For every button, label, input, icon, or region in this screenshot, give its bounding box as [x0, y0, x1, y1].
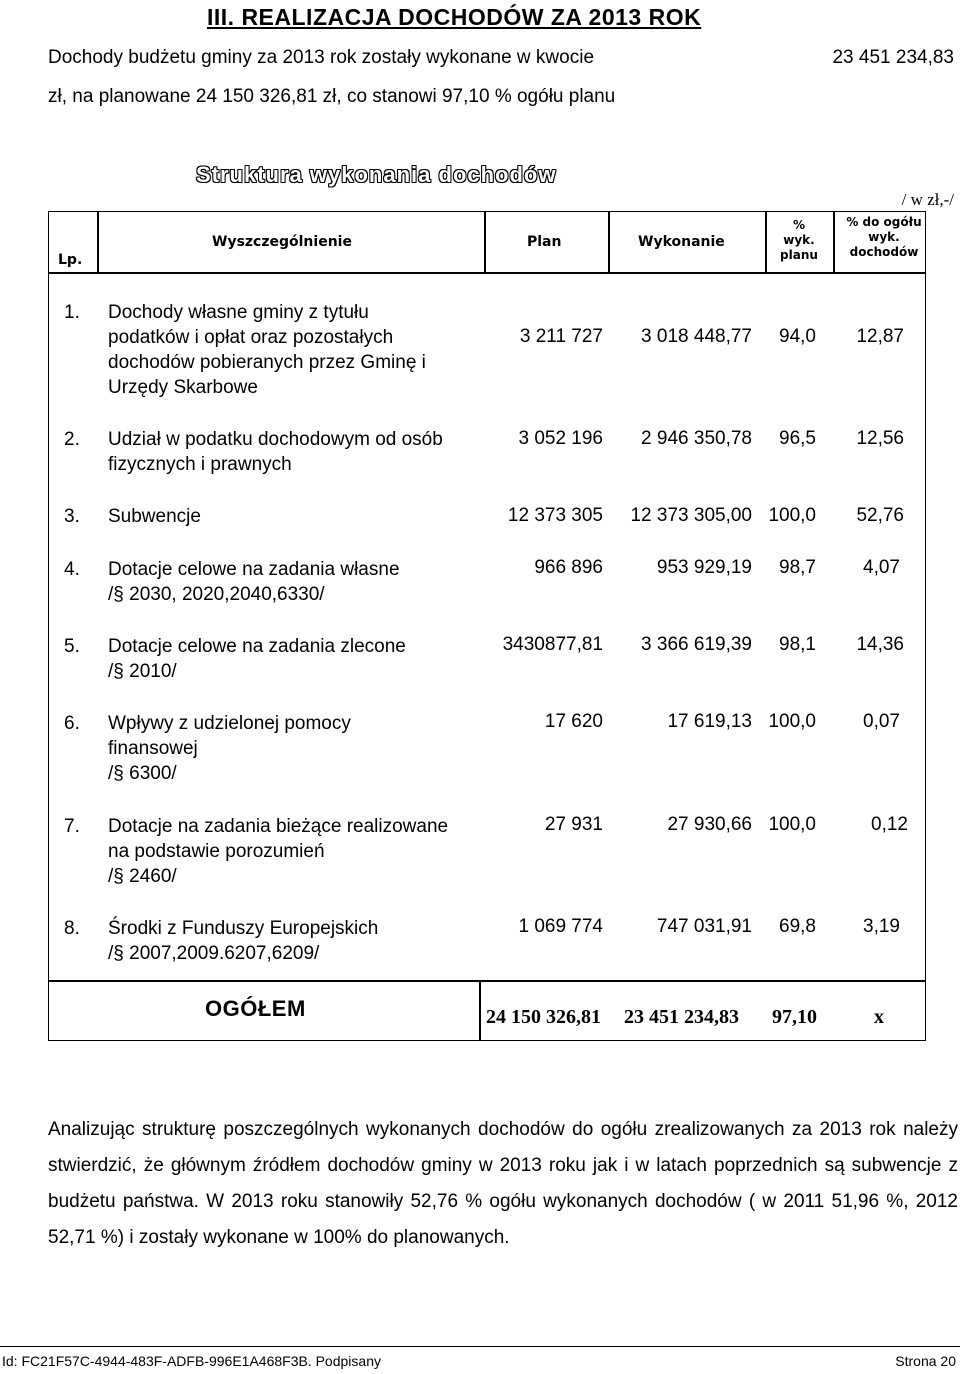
row-share: 52,76: [856, 505, 904, 526]
total-share: x: [874, 1006, 884, 1028]
row-lp: 8.: [64, 918, 80, 939]
row-pct: 100,0: [768, 505, 816, 526]
header-execution: Wykonanie: [638, 234, 725, 250]
row-pct: 100,0: [768, 711, 816, 732]
row-pct: 100,0: [768, 814, 816, 835]
footer-divider: [0, 1346, 960, 1347]
row-description: Dotacje celowe na zadania własne /§ 2030, 2020,2040,6330/: [108, 559, 400, 605]
col-divider: [97, 211, 99, 272]
unit-note: / w zł,-/: [901, 190, 954, 209]
intro-line-2: zł, na planowane 24 150 326,81 zł, co stanowi 97,10 % ogółu planu: [48, 86, 616, 107]
row-description: Dotacje celowe na zadania zlecone /§ 2010/: [108, 636, 406, 682]
row-share: 3,19: [863, 916, 900, 937]
row-plan: 966 896: [534, 557, 603, 578]
col-divider: [484, 211, 486, 272]
total-exec: 23 451 234,83: [624, 1006, 739, 1028]
page-number: Strona 20: [895, 1353, 956, 1369]
header-rule: [48, 272, 926, 274]
row-lp: 5.: [64, 636, 80, 657]
row-lp: 7.: [64, 816, 80, 837]
total-divider: [479, 980, 481, 1041]
section-title: III. REALIZACJA DOCHODÓW ZA 2013 ROK: [207, 4, 702, 30]
row-exec: 3 366 619,39: [641, 634, 752, 655]
row-share: 12,87: [856, 326, 904, 347]
analysis-paragraph: Analizując strukturę poszczególnych wykonanych dochodów do ogółu zrealizowanych za 2013 rok należy stwierdzić, że głównym źródłem dochodów gminy w 2013 roku jak i w latach poprzednich są subwencje z budżetu państwa. W 2013 roku stanowiły 52,76 % ogółu wykonanych dochodów ( w 2011 51,96 %, 2012 52,71 %) i zostały wykonane w 100% do planowanych.: [48, 1119, 958, 1248]
total-rule: [48, 980, 926, 982]
row-description: Udział w podatku dochodowym od osób fizycznych i prawnych: [108, 429, 443, 475]
row-pct: 98,1: [779, 634, 816, 655]
row-share: 14,36: [856, 634, 904, 655]
row-exec: 12 373 305,00: [630, 505, 752, 526]
header-lp: Lp.: [58, 252, 83, 268]
total-label: OGÓŁEM: [205, 996, 306, 1021]
row-exec: 3 018 448,77: [641, 326, 752, 347]
intro-amount: 23 451 234,83: [832, 47, 954, 68]
row-lp: 1.: [64, 302, 80, 323]
row-lp: 2.: [64, 429, 80, 450]
row-description: Dotacje na zadania bieżące realizowane na podstawie porozumień /§ 2460/: [108, 816, 449, 887]
row-plan: 17 620: [544, 711, 603, 732]
row-description: Dochody własne gminy z tytułu podatków i opłat oraz pozostałych dochodów pobieranych przez Gminę i Urzędy Skarbowe: [108, 302, 426, 398]
total-plan: 24 150 326,81: [486, 1006, 601, 1028]
footer-id: Id: FC21F57C-4944-483F-ADFB-996E1A468F3B. Podpisany: [2, 1353, 381, 1369]
row-lp: 3.: [64, 506, 80, 527]
total-pct: 97,10: [772, 1006, 817, 1028]
row-plan: 3430877,81: [502, 634, 603, 655]
table-title: Struktura wykonania dochodów: [196, 162, 557, 187]
row-plan: 1 069 774: [518, 916, 603, 937]
row-share: 0,07: [863, 711, 900, 732]
row-description: Środki z Funduszy Europejskich /§ 2007,2009.6207,6209/: [108, 918, 379, 964]
row-share: 0,12: [871, 814, 908, 835]
row-lp: 4.: [64, 559, 80, 580]
row-plan: 3 211 727: [519, 326, 603, 347]
row-pct: 98,7: [779, 557, 816, 578]
col-divider: [608, 211, 610, 272]
row-pct: 96,5: [779, 428, 816, 449]
row-description: Subwencje: [108, 506, 201, 527]
row-plan: 3 052 196: [518, 428, 603, 449]
row-share: 4,07: [863, 557, 900, 578]
row-description: Wpływy z udzielonej pomocy finansowej /§ 6300/: [108, 713, 351, 784]
header-description: Wyszczególnienie: [212, 234, 352, 250]
row-exec: 747 031,91: [656, 916, 752, 937]
row-share: 12,56: [856, 428, 904, 449]
row-pct: 94,0: [779, 326, 816, 347]
row-exec: 2 946 350,78: [641, 428, 752, 449]
header-pct-total: % do ogółu wyk. dochodów: [846, 215, 922, 259]
row-exec: 953 929,19: [656, 557, 752, 578]
row-pct: 69,8: [779, 916, 816, 937]
header-pct-exec: % wyk. planu: [780, 218, 818, 262]
row-plan: 12 373 305: [507, 505, 603, 526]
row-lp: 6.: [64, 713, 80, 734]
row-plan: 27 931: [544, 814, 603, 835]
header-plan: Plan: [527, 234, 562, 250]
intro-line-1: Dochody budżetu gminy za 2013 rok zostały wykonane w kwocie: [48, 47, 595, 68]
row-exec: 27 930,66: [667, 814, 752, 835]
row-exec: 17 619,13: [667, 711, 752, 732]
